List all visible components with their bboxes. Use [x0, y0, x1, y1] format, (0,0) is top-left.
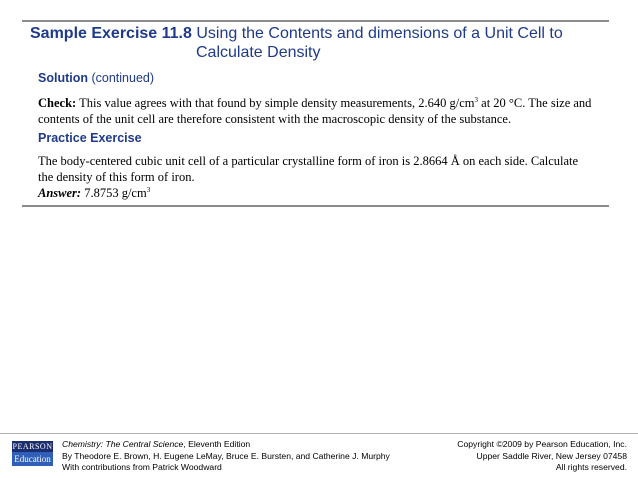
practice-label: Practice Exercise	[38, 131, 142, 145]
address-line: Upper Saddle River, New Jersey 07458	[476, 450, 627, 461]
answer-superscript: 3	[146, 185, 151, 194]
logo-top-text: PEARSON	[12, 442, 53, 451]
check-text-2: at 20 °C. The size and	[478, 96, 592, 110]
check-paragraph	[38, 95, 598, 127]
footer-rule	[0, 433, 638, 434]
copyright-line: Copyright ©2009 by Pearson Education, Inc.	[457, 439, 627, 449]
check-superscript: 3	[474, 95, 479, 104]
slide-title	[30, 24, 610, 61]
practice-paragraph	[38, 153, 598, 201]
practice-line-2: the density of this form of iron.	[38, 170, 195, 184]
solution-label: Solution	[38, 71, 88, 85]
practice-line-1: The body-centered cubic unit cell of a particular crystalline form of iron is 2.8664 Å on each side. Calculate	[38, 154, 579, 168]
answer-line	[38, 185, 598, 201]
book-contributions: With contributions from Patrick Woodward	[62, 462, 222, 472]
bottom-rule	[22, 205, 609, 207]
title-line-1: Using the Contents and dimensions of a Unit Cell to	[191, 25, 563, 42]
check-label: Check:	[38, 96, 77, 110]
top-rule	[22, 20, 609, 22]
title-line-2: Calculate Density	[196, 44, 321, 61]
book-edition: , Eleventh Edition	[183, 439, 251, 449]
exercise-number: Sample Exercise 11.8	[30, 25, 192, 42]
rights-line: All rights reserved.	[555, 462, 627, 472]
practice-heading	[38, 131, 142, 145]
solution-heading	[38, 71, 154, 85]
book-title: Chemistry: The Central Science	[62, 439, 184, 449]
footer-copyright	[457, 439, 627, 474]
footer-book-info	[62, 439, 390, 474]
solution-continued: (continued)	[88, 71, 155, 85]
check-text-line-2: contents of the unit cell are therefore consistent with the macroscopic density of the substance.	[38, 112, 512, 126]
pearson-logo	[12, 441, 53, 466]
check-text-1: This value agrees with that found by simple density measurements, 2.640 g/cm	[76, 96, 475, 110]
answer-label: Answer:	[38, 186, 82, 200]
book-authors: By Theodore E. Brown, H. Eugene LeMay, Bruce E. Bursten, and Catherine J. Murphy	[62, 450, 390, 461]
answer-value: 7.8753 g/cm	[81, 186, 147, 200]
logo-bottom-text: Education	[12, 452, 53, 466]
